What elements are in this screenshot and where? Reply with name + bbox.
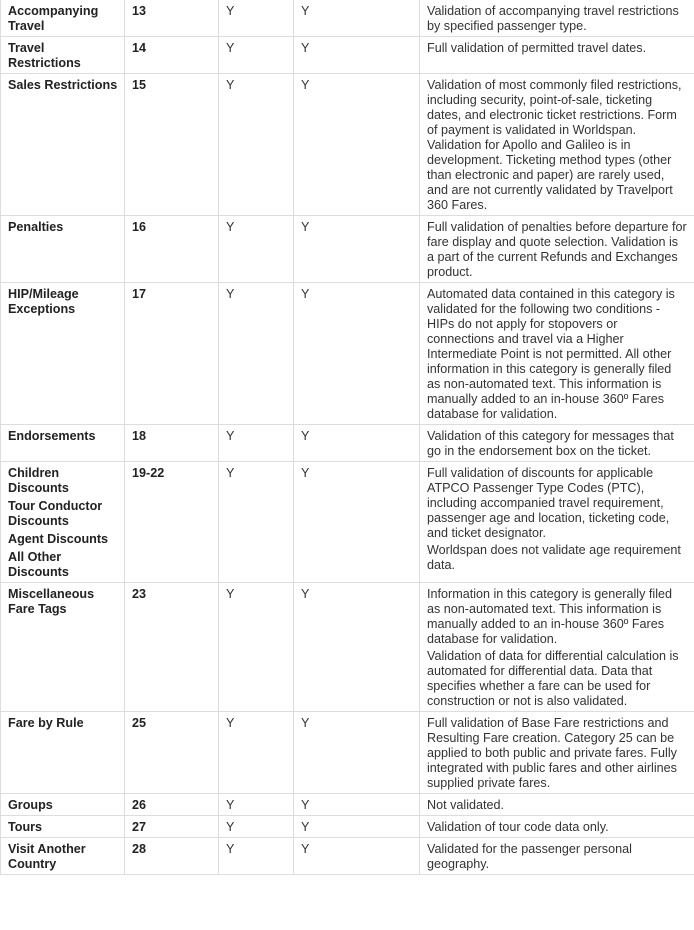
description-paragraph: Information in this category is generally filed as non-automated text. This information is manually added to an in-house 360º Fares database for validation. — [427, 587, 673, 646]
table-row — [1, 74, 694, 216]
description-paragraph: Validated for the passenger personal geography. — [427, 842, 632, 871]
description-paragraph: Not validated. — [427, 798, 505, 812]
description-paragraph: Validation of accompanying travel restrictions by specified passenger type. — [427, 4, 679, 33]
table-body — [1, 0, 694, 875]
description-cell — [420, 838, 694, 875]
flag-cell-1: Y — [219, 794, 294, 816]
category-cell — [1, 425, 125, 462]
category-number-cell: 16 — [125, 216, 219, 283]
description-paragraph: Full validation of Base Fare restrictions and Resulting Fare creation. Category 25 can be applied to both public and private fares. Fully integrated with public fares and other airlines supplied private fares. — [427, 716, 677, 790]
table-row — [1, 583, 694, 712]
description-cell — [420, 462, 694, 583]
flag-cell-2: Y — [294, 425, 420, 462]
description-paragraph: Worldspan does not validate age requirement data. — [427, 543, 681, 572]
category-number-cell: 15 — [125, 74, 219, 216]
category-number-cell: 26 — [125, 794, 219, 816]
category-number-cell: 18 — [125, 425, 219, 462]
description-cell — [420, 283, 694, 425]
table-row — [1, 425, 694, 462]
description-cell — [420, 583, 694, 712]
table-row — [1, 794, 694, 816]
category-label: Tour Conductor Discounts — [8, 499, 103, 528]
category-label: Groups — [8, 798, 53, 812]
category-cell — [1, 0, 125, 37]
category-number-cell: 17 — [125, 283, 219, 425]
category-number-cell: 25 — [125, 712, 219, 794]
flag-cell-2: Y — [294, 0, 420, 37]
description-cell — [420, 74, 694, 216]
category-label: Children Discounts — [8, 466, 69, 495]
category-label: Endorsements — [8, 429, 96, 443]
category-number-cell: 23 — [125, 583, 219, 712]
table-row — [1, 462, 694, 583]
description-paragraph: Full validation of discounts for applicable ATPCO Passenger Type Codes (PTC), including accompanied travel requirement, passenger age and location, ticketing code, and ticket designator. — [427, 466, 670, 540]
description-cell — [420, 37, 694, 74]
description-paragraph: Full validation of penalties before departure for fare display and quote selection. Validation is a part of the current Refunds and Exchanges product. — [427, 220, 687, 279]
category-label: Sales Restrictions — [8, 78, 118, 92]
flag-cell-2: Y — [294, 216, 420, 283]
table-row — [1, 216, 694, 283]
category-cell — [1, 74, 125, 216]
category-label: Accompanying Travel — [8, 4, 99, 33]
category-number-cell: 28 — [125, 838, 219, 875]
flag-cell-1: Y — [219, 462, 294, 583]
category-cell — [1, 37, 125, 74]
category-label: All Other Discounts — [8, 550, 69, 579]
table-row — [1, 712, 694, 794]
category-cell — [1, 794, 125, 816]
category-cell — [1, 216, 125, 283]
category-number-cell: 13 — [125, 0, 219, 37]
flag-cell-1: Y — [219, 712, 294, 794]
flag-cell-2: Y — [294, 37, 420, 74]
description-cell — [420, 216, 694, 283]
category-number-cell: 14 — [125, 37, 219, 74]
category-label: Miscellaneous Fare Tags — [8, 587, 95, 616]
description-cell — [420, 712, 694, 794]
category-label: Penalties — [8, 220, 64, 234]
category-number-cell: 27 — [125, 816, 219, 838]
flag-cell-2: Y — [294, 283, 420, 425]
description-paragraph: Validation of most commonly filed restrictions, including security, point-of-sale, ticketing dates, and electronic ticket restrictions. Form of payment is validated in Worldspan. Validation for Apollo and Galileo is in development. Ticketing method types (other than electronic and paper) are rarely used, and are not currently validated by Travelport 360 Fares. — [427, 78, 682, 212]
description-paragraph: Automated data contained in this category is validated for the following two conditions - HIPs do not apply for stopovers or connections and travel via a Higher Intermediate Point is not permitted. All other information in this category is generally filed as non-automated text. This information is manually added to an in-house 360º Fares database for validation. — [427, 287, 675, 421]
category-cell — [1, 816, 125, 838]
flag-cell-1: Y — [219, 816, 294, 838]
category-label: Visit Another Country — [8, 842, 86, 871]
flag-cell-1: Y — [219, 0, 294, 37]
flag-cell-2: Y — [294, 794, 420, 816]
flag-cell-1: Y — [219, 37, 294, 74]
flag-cell-2: Y — [294, 712, 420, 794]
flag-cell-2: Y — [294, 838, 420, 875]
description-paragraph: Validation of tour code data only. — [427, 820, 609, 834]
category-label: Fare by Rule — [8, 716, 84, 730]
category-cell — [1, 712, 125, 794]
table-row — [1, 838, 694, 875]
table-row — [1, 283, 694, 425]
description-cell — [420, 425, 694, 462]
category-label: Tours — [8, 820, 43, 834]
flag-cell-1: Y — [219, 216, 294, 283]
category-label: Agent Discounts — [8, 532, 109, 546]
table-row — [1, 37, 694, 74]
flag-cell-1: Y — [219, 838, 294, 875]
flag-cell-2: Y — [294, 74, 420, 216]
category-cell — [1, 583, 125, 712]
flag-cell-1: Y — [219, 583, 294, 712]
category-label: Travel Restrictions — [8, 41, 81, 70]
flag-cell-1: Y — [219, 283, 294, 425]
table-row — [1, 816, 694, 838]
flag-cell-1: Y — [219, 425, 294, 462]
flag-cell-2: Y — [294, 462, 420, 583]
description-cell — [420, 816, 694, 838]
description-paragraph: Full validation of permitted travel dates. — [427, 41, 647, 55]
description-paragraph: Validation of this category for messages that go in the endorsement box on the ticket. — [427, 429, 674, 458]
flag-cell-1: Y — [219, 74, 294, 216]
description-cell — [420, 794, 694, 816]
category-cell — [1, 838, 125, 875]
description-cell — [420, 0, 694, 37]
category-cell — [1, 283, 125, 425]
flag-cell-2: Y — [294, 816, 420, 838]
flag-cell-2: Y — [294, 583, 420, 712]
category-cell — [1, 462, 125, 583]
description-paragraph: Validation of data for differential calculation is automated for differential data. Data that specifies whether a fare can be used for construction or not is also validated. — [427, 649, 679, 708]
category-label: HIP/Mileage Exceptions — [8, 287, 79, 316]
category-number-cell: 19-22 — [125, 462, 219, 583]
table-row — [1, 0, 694, 37]
